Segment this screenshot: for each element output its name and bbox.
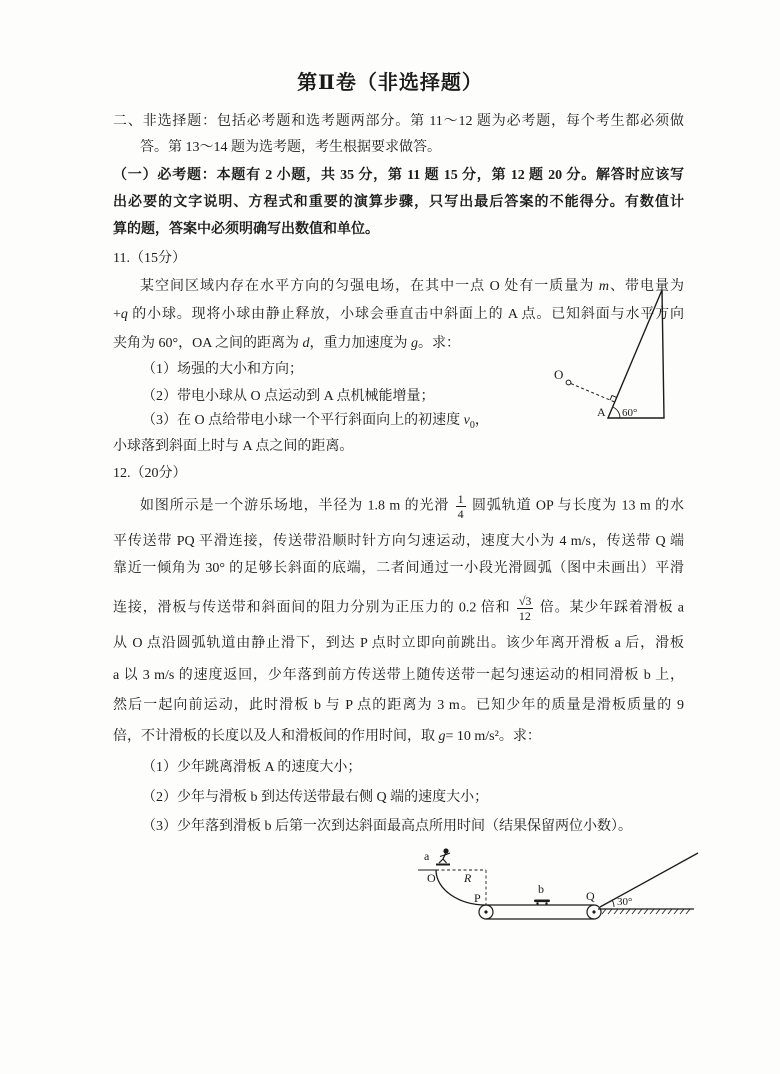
incline-triangle [608,290,664,418]
stem-text: 。求： [418,336,461,351]
point-a-label: A [597,405,606,419]
stem-text: 圆弧轨道 OP 与长度为 13 m 的水 [467,498,684,514]
required-section-line: 算的题，答案中必须明确写出数值和单位。 [113,222,379,237]
stem-text: （3）在 O 点给带电小球一个平行斜面向上的初速度 [142,413,464,428]
required-section-line: （一）必考题：本题有 2 小题，共 35 分，第 11 题 15 分，第 12 题 20 分。解答时应该写 [113,168,684,183]
angle-arc [613,407,620,418]
stem-text: 如图所示是一个游乐场地，半径为 1.8 m 的光滑 [140,498,454,514]
question-12-sub-question-1: （1）少年跳离滑板 A 的速度大小； [142,760,362,775]
question-11-sub-question-3-continued: 小球落到斜面上时与 A 点之间的距离。 [113,439,354,454]
plus-sign: + [113,307,121,322]
board-a-label: a [424,849,430,863]
fraction-one-quarter [456,492,466,521]
stem-text: ，重力加速度为 [309,336,412,351]
slope-angle-label: 30° [617,896,633,908]
question-11-stem-line [113,334,460,354]
slope-line [600,853,698,907]
slope-angle-arc [612,900,614,907]
question-12-stem-line: 然后一起向前运动，此时滑板 b 与 P 点的距离为 3 m。已知少年的质量是滑板质量的 9 [113,698,684,713]
point-o-label: O [554,367,564,382]
variable-q: q [120,307,128,322]
fraction-denominator: 12 [517,608,534,623]
question-12-stem-line: 靠近一倾角为 30° 的足够长斜面的底端，二者间通过一小段光滑圆弧（图中未画出）平滑 [113,561,684,576]
question-11-sub-question-2: （2）带电小球从 O 点运动到 A 点机械能增量； [142,389,435,404]
question-11-sub-question-1: （1）场强的大小和方向； [142,362,303,377]
fraction-numerator: √3 [518,594,532,608]
stem-text: 倍。某少年踩着滑板 a [535,600,684,616]
question-12-stem-line: 平传送带 PQ 平滑连接，传送带沿顺时针方向匀速运动，速度大小为 4 m/s，传送带 Q 端 [113,534,684,549]
stem-text: 、带电量为 [608,279,685,294]
question-11-sub-question-3 [142,411,489,436]
question-12-stem-line [113,727,541,747]
variable-g: g [411,336,419,351]
angle-label: 60° [622,407,638,419]
stem-text: = 10 m/s²。求： [445,729,541,744]
variable-g: g [438,729,446,744]
stem-text: 某空间区域内存在水平方向的匀强电场，在其中一点 O 处有一质量为 [140,279,599,294]
question-12-stem-line [113,594,684,623]
question-11-heading: 11.（15分） [113,251,186,266]
question-12-stem-line: a 以 3 m/s 的速度返回，少年落到前方传送带上随传送带一起匀速运动的相同滑板 b 上， [113,668,684,683]
fraction-numerator: 1 [457,492,464,506]
part2-instruction-line: 二、非选择题：包括必考题和选考题两部分。第 11～12 题为必考题，每个考生都必须做 [113,114,684,129]
point-q-label: Q [586,889,595,903]
stem-text: 连接，滑板与传送带和斜面间的阻力分别为正压力的 0.2 倍和 [113,600,515,616]
question-12-sub-question-3: （3）少年落到滑板 b 后第一次到达斜面最高点所用时间（结果保留两位小数）。 [142,819,632,834]
question-12-heading: 12.（20分） [113,466,187,481]
right-roller-axle [592,910,595,913]
stem-text: 夹角为 60°，OA 之间的距离为 [113,336,303,351]
part2-instruction-line: 答。第 13～14 题为选考题，考生根据要求做答。 [140,140,441,155]
question-12-stem-line: 从 O 点沿圆弧轨道由静止滑下，到达 P 点时立即向前跳出。该少年离开滑板 a 后，滑板 [113,636,684,651]
left-roller-axle [484,910,487,913]
ground-hatching [602,909,690,914]
point-p-label: P [474,891,481,905]
radius-label: R [464,871,472,885]
stem-text: 的小球。现将小球由静止释放，小球会垂直击中斜面上的 A 点。已知斜面与水平方向 [127,307,684,322]
trajectory-dashed-line [571,384,615,402]
question-12-stem-line [140,492,684,521]
incline-figure [540,275,680,427]
required-section-line: 出必要的文字说明、方程式和重要的演算步骤，只写出最后答案的不能得分。有数值计 [113,195,684,210]
question-12-sub-question-2: （2）少年与滑板 b 到达传送带最右侧 Q 端的速度大小； [142,790,489,805]
point-o-label: O [427,871,436,885]
page-title: 第Ⅱ卷（非选择题） [297,72,483,94]
fraction-denominator: 4 [457,507,464,521]
skater-on-board-a [436,848,450,864]
board-b-label: b [538,882,544,896]
fraction-root3-over-12 [517,594,534,623]
playground-figure [410,843,710,928]
point-o-marker [566,380,571,385]
variable-m: m [598,279,609,294]
stem-text: ， [474,413,489,428]
variable-d: d [302,336,310,351]
stem-text: 倍，不计滑板的长度以及人和滑板间的作用时间，取 [113,729,439,744]
board-b [534,900,550,905]
subscript-zero: 0 [469,419,475,431]
variable-v: v [463,413,470,428]
